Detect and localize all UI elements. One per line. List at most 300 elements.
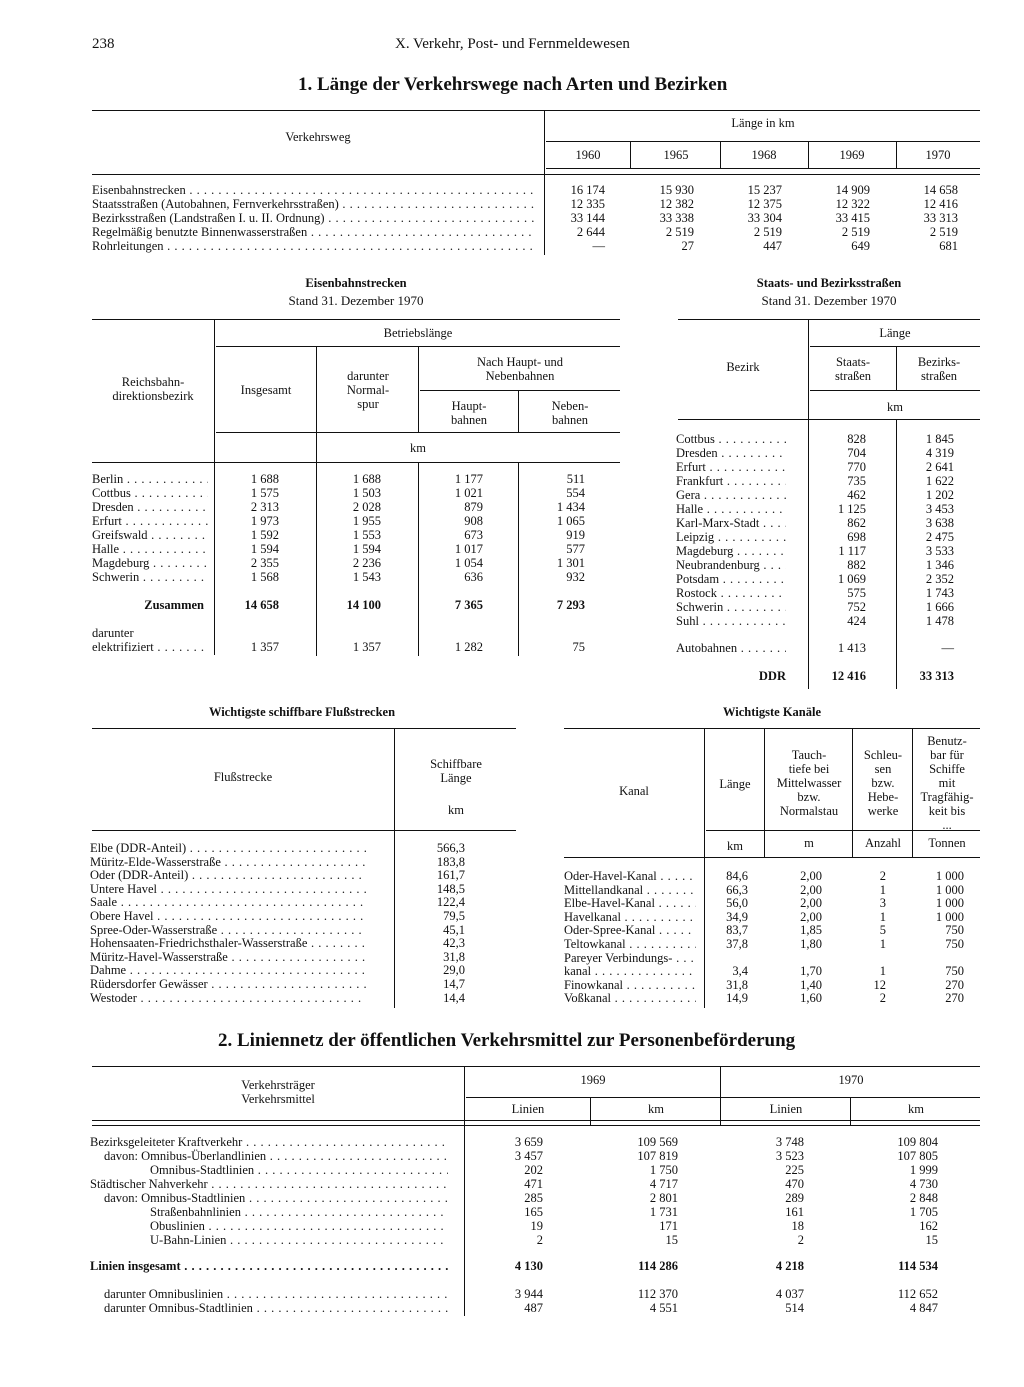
kanal-cell: 3 xyxy=(879,896,886,911)
table2-row-label xyxy=(90,1205,448,1219)
kanal-cell: 14,9 xyxy=(726,991,748,1006)
staats-cell: 2 641 xyxy=(925,460,954,474)
table2-total-cell: 4 218 xyxy=(775,1259,804,1273)
eisen-cell: 932 xyxy=(566,570,585,584)
table2-total-cell: 114 534 xyxy=(898,1259,938,1273)
staats-row-label xyxy=(676,586,786,600)
eisen-sub-label1: darunter xyxy=(92,626,134,640)
staats-h-staats: Staats- straßen xyxy=(834,355,872,383)
staats-row-label-text: Karl-Marx-Stadt . . . xyxy=(676,516,786,530)
eisen-cell: 908 xyxy=(464,514,483,528)
chapter-title: X. Verkehr, Post- und Fernmeldewesen xyxy=(395,36,630,52)
fluss-cell: 42,3 xyxy=(443,936,465,951)
table1-row-label xyxy=(92,225,534,239)
staats-cell: 1 117 xyxy=(838,544,866,558)
table1-col-label: Verkehrsweg xyxy=(285,130,351,144)
kanal-cell: 2,00 xyxy=(800,909,822,924)
fluss-row-label xyxy=(90,855,366,869)
staats-subtitle: Stand 31. Dezember 1970 xyxy=(761,293,897,308)
eisen-cell: 1 503 xyxy=(352,486,381,500)
kanal-row-label-text: Voßkanal . . . xyxy=(564,991,696,1005)
staats-row-label-text: Frankfurt . . . xyxy=(676,474,786,488)
eisen-row-label-text: Berlin . . . xyxy=(92,472,208,486)
fluss-cell: 122,4 xyxy=(436,895,465,910)
kanal-row-label xyxy=(564,937,696,951)
eisen-cell: 879 xyxy=(464,500,483,514)
kanal-cell: 2 xyxy=(879,869,886,883)
kanal-u-laenge: km xyxy=(727,839,743,853)
table2-sub-header: Linien xyxy=(769,1102,803,1116)
fluss-cell: 14,4 xyxy=(443,990,465,1005)
kanal-row-label xyxy=(564,964,696,978)
eisen-cell: 1 434 xyxy=(556,500,585,514)
table1-cell: 33 415 xyxy=(835,211,870,225)
table2-cell: 1 705 xyxy=(909,1205,938,1219)
staats-ddr-cell: 33 313 xyxy=(919,669,954,683)
eisen-h-haupt: Haupt- bahnen xyxy=(450,399,488,427)
kanal-cell: 1 000 xyxy=(935,909,964,924)
staats-cell: 752 xyxy=(847,600,866,614)
table1-year: 1969 xyxy=(839,148,865,162)
table2-cell: 161 xyxy=(785,1205,804,1219)
table2-sub-header: km xyxy=(648,1102,664,1116)
kanal-cell: 2,00 xyxy=(800,869,822,883)
table2-cell: 15 xyxy=(665,1233,678,1247)
table2-subrow-label-text: darunter Omnibus-Stadtlinien . . . xyxy=(104,1301,448,1315)
table2-row-label-text: Omnibus-Stadtlinien . . . xyxy=(90,1163,448,1177)
kanal-row-label-text: kanal . . . xyxy=(564,964,696,978)
table2-cell: 165 xyxy=(524,1205,543,1219)
kanal-title: Wichtigste Kanäle xyxy=(722,705,822,719)
table2-cell: 285 xyxy=(524,1191,543,1205)
table1-cell: 12 416 xyxy=(923,197,958,211)
kanal-row-label-text: Pareyer Verbindungs- . . . xyxy=(564,951,696,965)
eisen-cell: 1 301 xyxy=(556,556,585,570)
table2-sub-header: km xyxy=(908,1102,924,1116)
staats-row-label xyxy=(676,474,786,488)
fluss-cell: 79,5 xyxy=(443,909,465,923)
table1-year: 1965 xyxy=(663,148,689,162)
staats-row-label-text: Potsdam . . . xyxy=(676,572,786,586)
eisen-row-label-text: Erfurt . . . xyxy=(92,514,208,528)
table1-row-label-text: Bezirksstraßen (Landstraßen I. u. II. Ordnung) . . . xyxy=(92,211,534,225)
table1-cell: 33 313 xyxy=(923,211,958,225)
table2-row-label-text: U-Bahn-Linien . . . xyxy=(90,1233,448,1247)
kanal-h-schleu: Schleu- sen bzw. Hebe- werke xyxy=(863,748,903,818)
table1-row-label-text: Regelmäßig benutzte Binnenwasserstraßen . . . xyxy=(92,225,534,239)
table2-cell: 2 xyxy=(797,1233,804,1247)
kanal-row-label xyxy=(564,978,696,992)
eisen-cell: 577 xyxy=(566,542,585,556)
table1-cell: 12 382 xyxy=(659,197,694,211)
fluss-row-label-text: Oder (DDR-Anteil) . . . xyxy=(90,868,366,882)
eisen-row-label-text: Dresden . . . xyxy=(92,500,208,514)
staats-cell: 2 475 xyxy=(925,530,954,544)
kanal-cell: 34,9 xyxy=(726,909,748,924)
eisen-cell: 1 575 xyxy=(250,486,279,500)
table2-cell: 3 457 xyxy=(514,1149,543,1163)
table1-cell: 447 xyxy=(763,239,782,253)
eisen-cell: 673 xyxy=(464,528,483,542)
staats-row-label xyxy=(676,530,786,544)
staats-auto-label xyxy=(676,641,786,655)
table1-cell: 33 144 xyxy=(570,211,605,225)
eisen-cell: 1 688 xyxy=(352,472,381,486)
staats-cell: 575 xyxy=(847,586,866,600)
table2-cell: 4 730 xyxy=(909,1177,938,1191)
eisen-row-label xyxy=(92,542,208,556)
staats-h-bezirk: Bezirk xyxy=(726,360,760,374)
table2-cell: 4 717 xyxy=(649,1177,678,1191)
fluss-row-label-text: Müritz-Elde-Wasserstraße . . . xyxy=(90,855,366,869)
table1-row-label xyxy=(92,183,534,197)
fluss-row-label-text: Spree-Oder-Wasserstraße . . . xyxy=(90,923,366,937)
eisen-total-cell: 7 293 xyxy=(556,598,585,612)
eisen-h-rb: Reichsbahn- direktionsbezirk xyxy=(112,375,194,403)
table2-title: 2. Liniennetz der öffentlichen Verkehrsmittel zur Personenbeförderung xyxy=(218,1030,796,1051)
table1-title: 1. Länge der Verkehrswege nach Arten und Bezirken xyxy=(298,74,728,95)
eisen-h-nach: Nach Haupt- und Nebenbahnen xyxy=(476,355,564,383)
staats-row-label xyxy=(676,572,786,586)
eisen-total-cell: 14 100 xyxy=(346,598,381,612)
staats-row-label xyxy=(676,502,786,516)
table1-row-label xyxy=(92,197,534,211)
table2-cell: 2 801 xyxy=(649,1191,678,1205)
staats-cell: 1 743 xyxy=(925,586,954,600)
kanal-row-label-text: Havelkanal . . . xyxy=(564,910,696,924)
staats-cell: 1 622 xyxy=(925,474,954,488)
table1-cell: 27 xyxy=(681,239,694,253)
staats-row-label xyxy=(676,614,786,628)
eisen-cell: 1 594 xyxy=(250,542,279,556)
eisen-subtitle: Stand 31. Dezember 1970 xyxy=(288,293,424,308)
fluss-row-label xyxy=(90,841,366,855)
kanal-h-kanal: Kanal xyxy=(619,784,649,798)
eisen-cell: 1 594 xyxy=(352,542,381,556)
table2-subrow-cell: 112 370 xyxy=(637,1287,678,1301)
eisen-cell: 1 543 xyxy=(352,570,381,584)
kanal-row-label-text: Oder-Spree-Kanal . . . xyxy=(564,923,696,937)
table2-row-label-text: Bezirksgeleiteter Kraftverkehr . . . xyxy=(90,1135,448,1149)
eisen-cell: 1 065 xyxy=(556,514,585,528)
staats-cell: 4 319 xyxy=(925,446,954,460)
staats-cell: 3 533 xyxy=(925,544,954,558)
eisen-cell: 1 017 xyxy=(454,542,483,556)
fluss-row-label xyxy=(90,963,366,977)
table1-cell: 15 237 xyxy=(747,183,782,197)
table2-col-label: Verkehrsträger Verkehrsmittel xyxy=(241,1078,315,1106)
eisen-cell: 1 688 xyxy=(250,472,279,486)
staats-row-label xyxy=(676,432,786,446)
staats-cell: 3 453 xyxy=(925,502,954,516)
table1-row-label-text: Staatsstraßen (Autobahnen, Fernverkehrsstraßen) . . . xyxy=(92,197,534,211)
staats-row-label xyxy=(676,446,786,460)
kanal-cell: 1 xyxy=(879,937,886,951)
kanal-cell: 2,00 xyxy=(800,896,822,911)
fluss-row-label xyxy=(90,882,366,896)
table1-cell: 12 322 xyxy=(835,197,870,211)
staats-row-label-text: Gera . . . xyxy=(676,488,786,502)
table2-cell: 1 750 xyxy=(649,1163,678,1177)
fluss-row-label-text: Dahme . . . xyxy=(90,963,366,977)
table2-row-label xyxy=(90,1191,448,1205)
kanal-cell: 750 xyxy=(945,964,964,979)
table1-cell: 14 909 xyxy=(835,183,870,197)
kanal-cell: 270 xyxy=(945,977,964,992)
fluss-row-label xyxy=(90,977,366,991)
table2-cell: 202 xyxy=(524,1163,543,1177)
table2-cell: 1 999 xyxy=(909,1163,938,1177)
eisen-sub-cell: 75 xyxy=(572,640,585,654)
table2-row-label xyxy=(90,1163,448,1177)
kanal-row-label xyxy=(564,910,696,924)
table2-cell: 3 659 xyxy=(514,1135,543,1149)
staats-row-label-text: Dresden . . . xyxy=(676,446,786,460)
table2-subrow-label-text: darunter Omnibuslinien . . . xyxy=(104,1287,448,1301)
kanal-cell: 750 xyxy=(945,937,964,951)
kanal-cell: 56,0 xyxy=(726,896,748,911)
kanal-row-label xyxy=(564,896,696,910)
table2-row-label xyxy=(90,1135,448,1149)
fluss-row-label-text: Saale . . . xyxy=(90,895,366,909)
kanal-cell: 1 xyxy=(879,882,886,897)
fluss-cell: 566,3 xyxy=(436,841,465,855)
eisen-unit: km xyxy=(410,441,426,455)
staats-row-label xyxy=(676,558,786,572)
staats-row-label-text: Cottbus . . . xyxy=(676,432,786,446)
fluss-row-label xyxy=(90,936,366,950)
table1-row-label-text: Rohrleitungen . . . xyxy=(92,239,534,253)
eisen-total-cell: 14 658 xyxy=(244,598,279,612)
table2-cell: 19 xyxy=(530,1219,543,1233)
kanal-cell: 66,3 xyxy=(726,882,748,897)
eisen-h-insg: Insgesamt xyxy=(240,383,292,397)
staats-row-label-text: Leipzig . . . xyxy=(676,530,786,544)
table2-cell: 18 xyxy=(791,1219,804,1233)
staats-h-laenge: Länge xyxy=(879,326,911,340)
table2-cell: 107 805 xyxy=(897,1149,938,1163)
kanal-cell: 1 000 xyxy=(935,896,964,911)
eisen-h-betrieb: Betriebslänge xyxy=(383,326,453,340)
eisen-row-label xyxy=(92,528,208,542)
eisen-cell: 2 313 xyxy=(250,500,279,514)
kanal-cell: 2,00 xyxy=(800,882,822,897)
kanal-cell: 31,8 xyxy=(726,977,748,992)
table2-row-label xyxy=(90,1149,448,1163)
kanal-cell: 1 xyxy=(879,964,886,979)
table2-row-label-text: Obuslinien . . . xyxy=(90,1219,448,1233)
staats-row-label xyxy=(676,488,786,502)
fluss-cell: 45,1 xyxy=(443,922,465,937)
table1-cell: 16 174 xyxy=(570,183,605,197)
table2-cell: 1 731 xyxy=(649,1205,678,1219)
eisen-total-cell: 7 365 xyxy=(454,598,483,612)
eisen-row-label-text: Magdeburg . . . xyxy=(92,556,208,570)
kanal-row-label-text: Mittellandkanal . . . xyxy=(564,883,696,897)
table1-row-label-text: Eisenbahnstrecken . . . xyxy=(92,183,534,197)
table2-cell: 471 xyxy=(524,1177,543,1191)
staats-row-label-text: Neubrandenburg . . . xyxy=(676,558,786,572)
fluss-row-label-text: Hohensaaten-Friedrichsthaler-Wasserstraße . . . xyxy=(90,936,366,950)
eisen-cell: 1 592 xyxy=(250,528,279,542)
staats-row-label-text: Erfurt . . . xyxy=(676,460,786,474)
eisen-sub-label2-text: elektrifiziert . . . xyxy=(92,640,208,654)
staats-cell: 882 xyxy=(847,558,866,572)
table1-cell: 2 519 xyxy=(929,225,958,239)
staats-row-label-text: Halle . . . xyxy=(676,502,786,516)
table2-cell: 107 819 xyxy=(637,1149,678,1163)
table1-year: 1968 xyxy=(751,148,777,162)
eisen-sub-cell: 1 282 xyxy=(454,640,483,654)
table1-year: 1960 xyxy=(575,148,601,162)
staats-row-label xyxy=(676,516,786,530)
table2-subrow-cell: 3 944 xyxy=(514,1287,543,1301)
eisen-cell: 2 355 xyxy=(250,556,279,570)
fluss-cell: 148,5 xyxy=(436,881,465,896)
kanal-cell: 750 xyxy=(945,923,964,938)
staats-cell: 3 638 xyxy=(925,516,954,530)
fluss-row-label xyxy=(90,895,366,909)
kanal-cell: 5 xyxy=(879,923,886,938)
staats-cell: 704 xyxy=(847,446,866,460)
eisen-total-label: Zusammen xyxy=(144,598,204,612)
eisen-h-norm: darunter Normal- spur xyxy=(346,369,390,411)
eisen-cell: 919 xyxy=(566,528,585,542)
table2-row-label xyxy=(90,1233,448,1247)
fluss-cell: 161,7 xyxy=(436,868,465,883)
staats-row-label-text: Schwerin . . . xyxy=(676,600,786,614)
kanal-h-tauch: Tauch- tiefe bei Mittelwasser bzw. Normalstau xyxy=(776,748,842,818)
table1-cell: 33 304 xyxy=(747,211,782,225)
table2-subrow-cell: 514 xyxy=(785,1301,804,1315)
eisen-sub-cell: 1 357 xyxy=(352,640,381,654)
table1-cell: 12 335 xyxy=(570,197,605,211)
eisen-row-label xyxy=(92,556,208,570)
staats-row-label-text: Suhl . . . xyxy=(676,614,786,628)
staats-cell: 1 666 xyxy=(925,600,954,614)
eisen-h-neben: Neben- bahnen xyxy=(551,399,589,427)
kanal-cell: 1,70 xyxy=(800,964,822,979)
table2-year: 1969 xyxy=(580,1073,606,1087)
table1-cell: 649 xyxy=(851,239,870,253)
staats-cell: 424 xyxy=(847,614,866,628)
table2-year: 1970 xyxy=(838,1073,864,1087)
table1-cell: 15 930 xyxy=(659,183,694,197)
staats-cell: 770 xyxy=(847,460,866,474)
kanal-u-schleu: Anzahl xyxy=(864,836,902,850)
kanal-cell: 270 xyxy=(945,991,964,1006)
table1-cell: — xyxy=(592,239,605,253)
fluss-row-label-text: Müritz-Havel-Wasserstraße . . . xyxy=(90,950,366,964)
eisen-cell: 2 028 xyxy=(352,500,381,514)
eisen-row-label-text: Schwerin . . . xyxy=(92,570,208,584)
eisen-cell: 554 xyxy=(566,486,585,500)
table2-subrow-cell: 4 847 xyxy=(909,1301,938,1315)
table2-total-label xyxy=(90,1259,448,1273)
eisen-row-label xyxy=(92,514,208,528)
kanal-row-label-text: Elbe-Havel-Kanal . . . xyxy=(564,896,696,910)
staats-cell: 1 202 xyxy=(925,488,954,502)
table2-cell: 15 xyxy=(925,1233,938,1247)
fluss-row-label xyxy=(90,950,366,964)
eisen-cell: 1 955 xyxy=(352,514,381,528)
kanal-row-label-text: Oder-Havel-Kanal . . . xyxy=(564,869,696,883)
staats-cell: 2 352 xyxy=(925,572,954,586)
staats-ddr-cell: 12 416 xyxy=(831,669,866,683)
eisen-sub-label2 xyxy=(92,640,208,654)
eisen-cell: 2 236 xyxy=(352,556,381,570)
staats-unit: km xyxy=(887,400,903,414)
kanal-cell: 1 000 xyxy=(935,882,964,897)
eisen-row-label-text: Halle . . . xyxy=(92,542,208,556)
eisen-cell: 1 021 xyxy=(454,486,483,500)
fluss-title: Wichtigste schiffbare Flußstrecken xyxy=(208,705,396,719)
fluss-row-label xyxy=(90,868,366,882)
table2-cell: 225 xyxy=(785,1163,804,1177)
staats-row-label-text: Magdeburg . . . xyxy=(676,544,786,558)
staats-auto-label-text: Autobahnen . . . xyxy=(676,641,786,655)
kanal-h-laenge: Länge xyxy=(719,777,751,791)
table1-row-label xyxy=(92,239,534,253)
eisen-row-label-text: Cottbus . . . xyxy=(92,486,208,500)
table2-cell: 3 523 xyxy=(775,1149,804,1163)
table1-unit-header: Länge in km xyxy=(731,116,795,130)
staats-cell: 862 xyxy=(847,516,866,530)
fluss-row-label-text: Rüdersdorfer Gewässer . . . xyxy=(90,977,366,991)
table2-cell: 470 xyxy=(785,1177,804,1191)
table2-total-cell: 4 130 xyxy=(514,1259,543,1273)
table2-subrow-cell: 112 652 xyxy=(897,1287,938,1301)
staats-auto-cell: — xyxy=(941,641,954,655)
table1-cell: 2 519 xyxy=(665,225,694,239)
table2-cell: 171 xyxy=(659,1219,678,1233)
eisen-row-label xyxy=(92,486,208,500)
staats-cell: 735 xyxy=(847,474,866,488)
page-number: 238 xyxy=(92,36,115,52)
fluss-row-label xyxy=(90,991,366,1005)
kanal-row-label xyxy=(564,883,696,897)
fluss-h-laenge: Schiffbare Länge xyxy=(430,757,482,785)
fluss-unit: km xyxy=(448,803,464,817)
staats-row-label xyxy=(676,544,786,558)
fluss-cell: 29,0 xyxy=(443,963,465,978)
table2-cell: 2 848 xyxy=(909,1191,938,1205)
table1-cell: 681 xyxy=(939,239,958,253)
fluss-cell: 31,8 xyxy=(443,949,465,964)
table2-cell: 109 804 xyxy=(897,1135,938,1149)
table2-subrow-cell: 4 037 xyxy=(775,1287,804,1301)
kanal-cell: 12 xyxy=(873,977,886,992)
kanal-row-label-text: Finowkanal . . . xyxy=(564,978,696,992)
eisen-row-label-text: Greifswald . . . xyxy=(92,528,208,542)
table2-row-label-text: davon: Omnibus-Stadtlinien . . . xyxy=(90,1191,448,1205)
kanal-row-label-text: Teltowkanal . . . xyxy=(564,937,696,951)
kanal-cell: 84,6 xyxy=(726,869,748,883)
staats-ddr-label: DDR xyxy=(758,669,786,683)
table2-total-cell: 114 286 xyxy=(638,1259,678,1273)
staats-cell: 828 xyxy=(847,432,866,446)
fluss-h-strecke: Flußstrecke xyxy=(213,770,273,784)
table2-subrow-label xyxy=(104,1287,448,1301)
kanal-row-label xyxy=(564,923,696,937)
kanal-cell: 1,80 xyxy=(800,937,822,951)
table1-year: 1970 xyxy=(925,148,951,162)
fluss-row-label-text: Obere Havel . . . xyxy=(90,909,366,923)
staats-cell: 1 125 xyxy=(837,502,866,516)
eisen-row-label xyxy=(92,500,208,514)
eisen-cell: 1 054 xyxy=(454,556,483,570)
table1-row-label xyxy=(92,211,534,225)
